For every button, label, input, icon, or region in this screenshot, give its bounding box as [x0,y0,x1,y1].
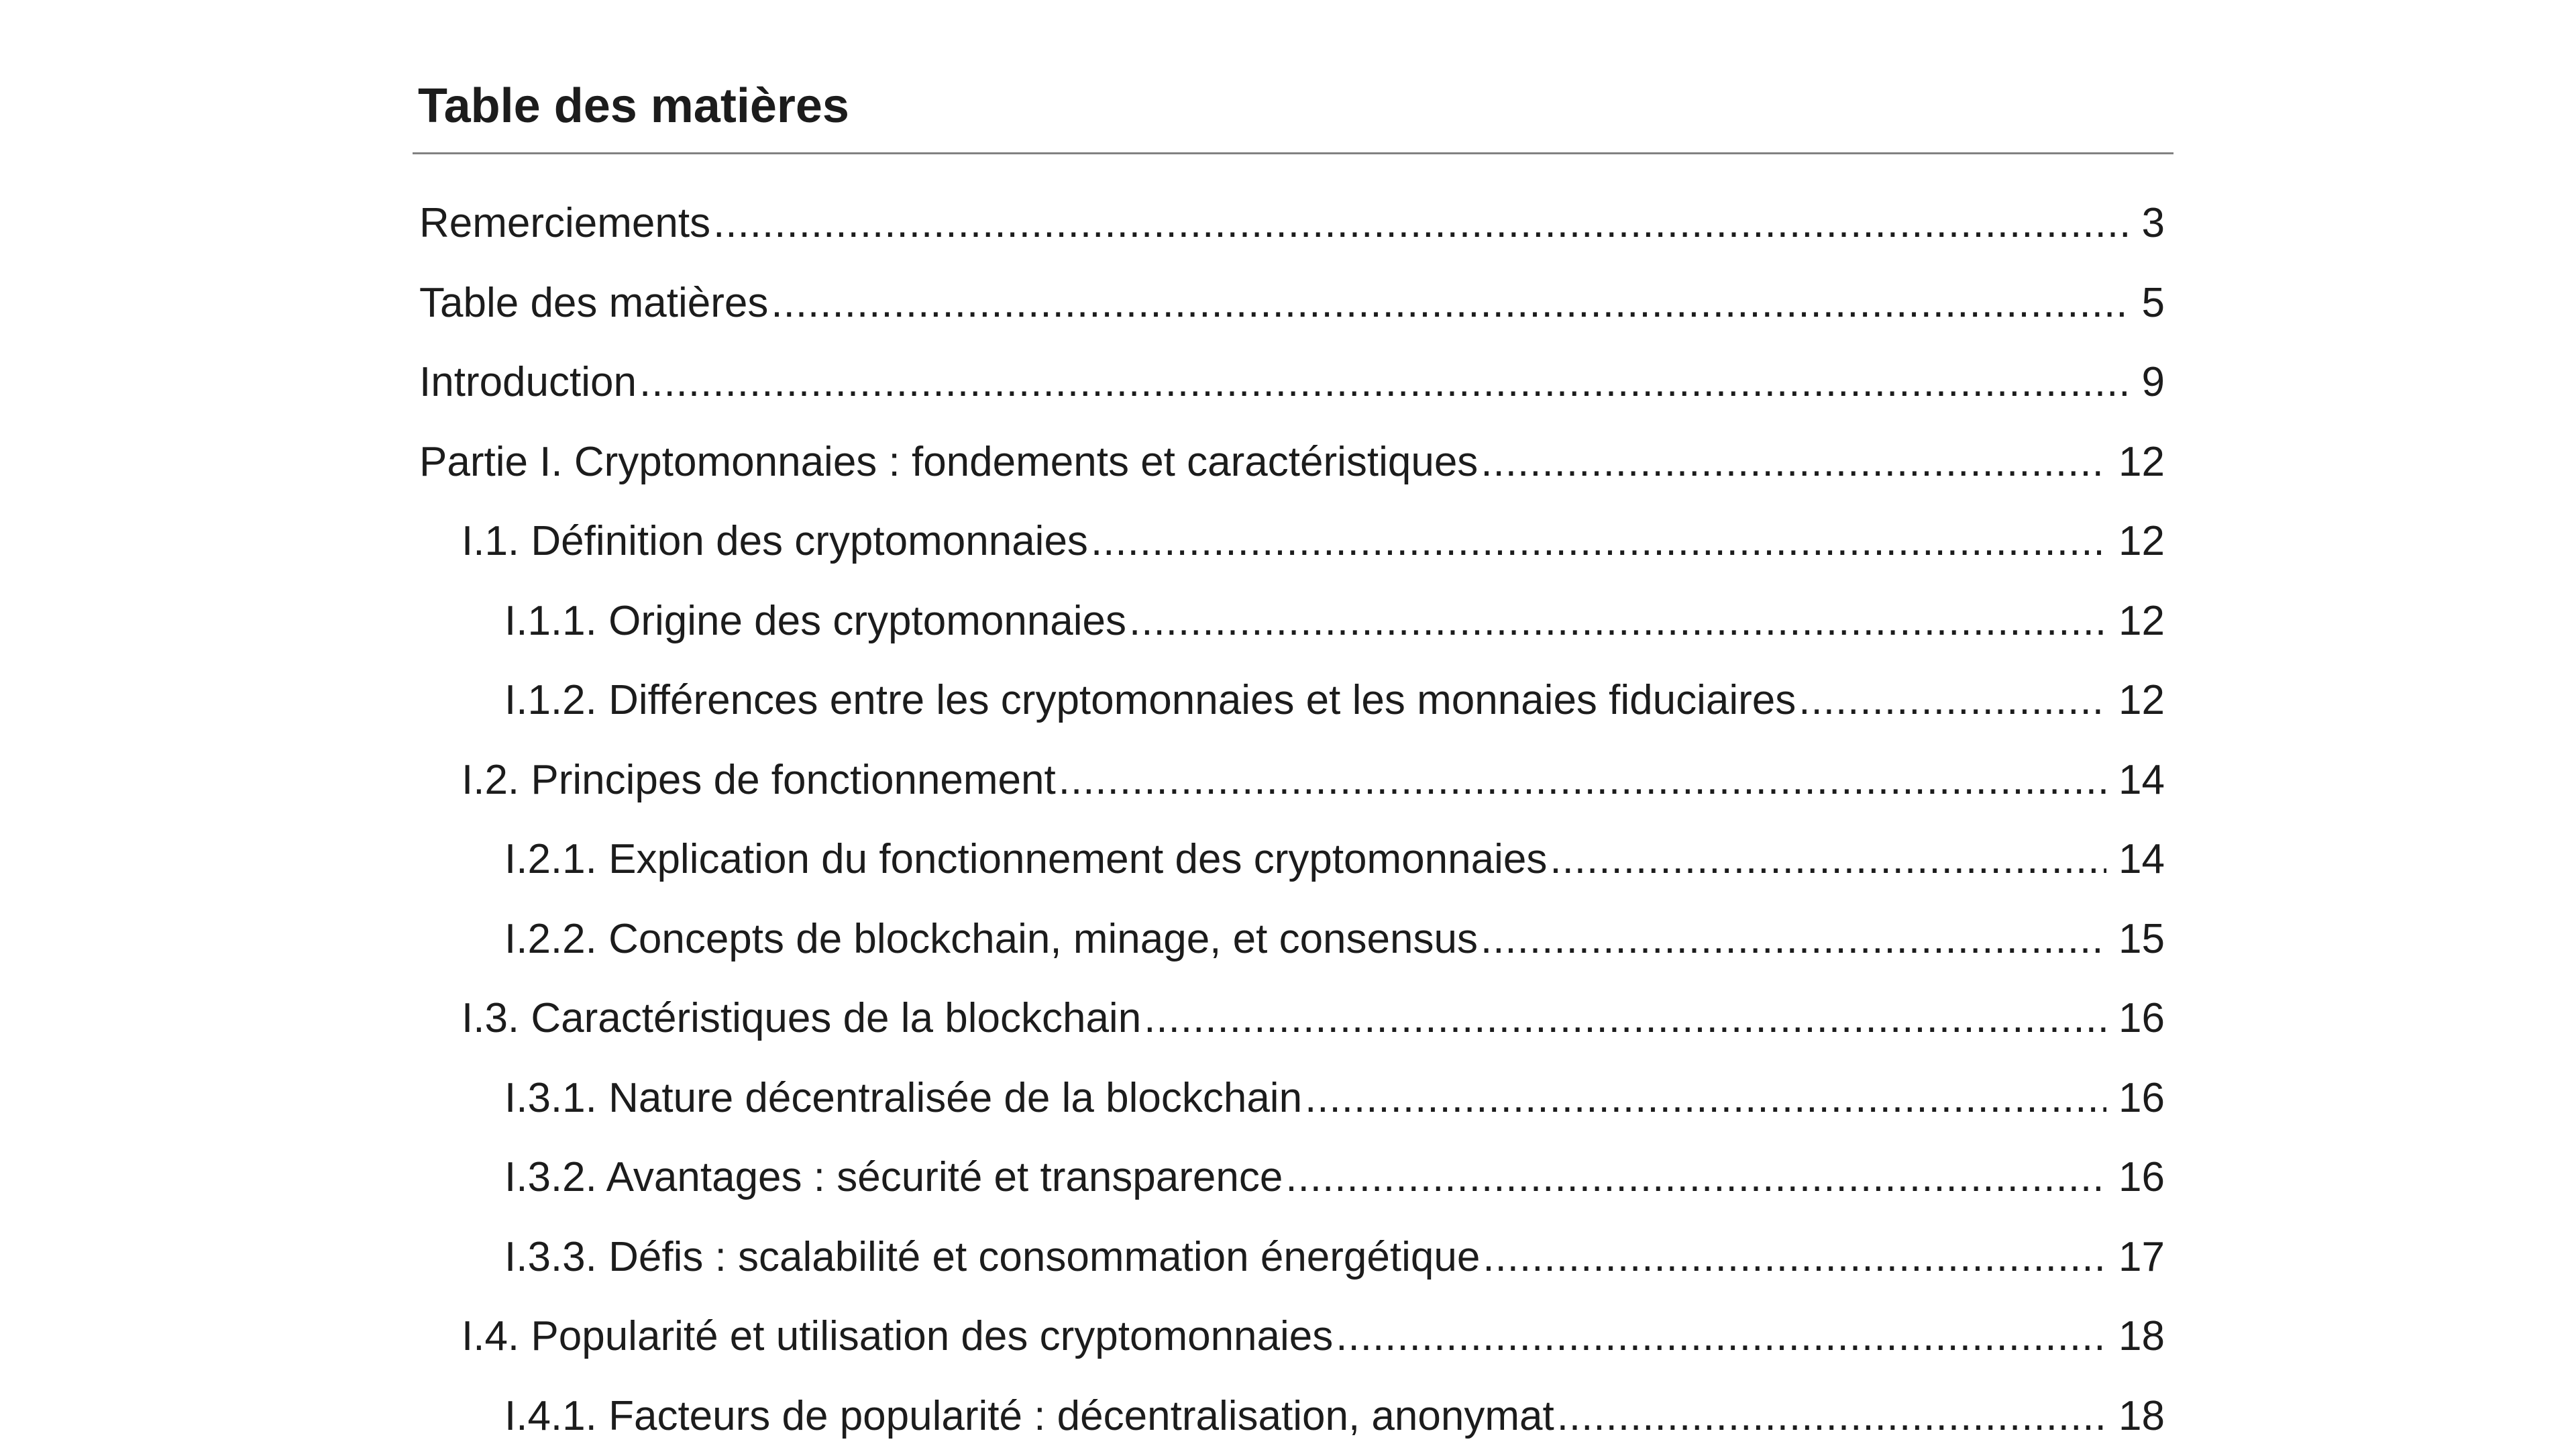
toc-page-number: 16 [2106,979,2174,1059]
toc-entry[interactable] [413,1138,2174,1218]
toc-leader-dots [1302,1059,2106,1139]
toc-page-number: 18 [2106,1377,2174,1456]
toc-leader-dots [1478,900,2106,980]
toc-page-number: 12 [2106,423,2174,503]
toc-entry[interactable] [413,1218,2174,1298]
toc-page-number: 3 [2130,184,2174,264]
toc-entry-label: I.3.2. Avantages : sécurité et transparence [504,1138,1283,1218]
toc-entry-label: I.1.1. Origine des cryptomonnaies [504,582,1126,662]
toc-entry-label: Remerciements [419,184,710,264]
toc-leader-dots [1126,582,2106,662]
toc-entry-label: I.2.1. Explication du fonctionnement des cryptomonnaies [504,820,1547,900]
toc-leader-dots [710,184,2129,264]
toc-page-number: 14 [2106,820,2174,900]
toc-entry-label: I.3.3. Défis : scalabilité et consommation énergétique [504,1218,1480,1298]
toc-entry-label: I.1. Définition des cryptomonnaies [462,502,1088,582]
toc-leader-dots [1333,1297,2106,1377]
toc-entry-label: I.1.2. Différences entre les cryptomonnaies et les monnaies fiduciaires [504,661,1796,741]
toc-page-number: 5 [2130,264,2174,344]
toc-leader-dots [1088,502,2106,582]
toc-leader-dots [1056,741,2106,821]
toc-page-number: 14 [2106,741,2174,821]
toc-entry[interactable] [413,1377,2174,1456]
toc-entry[interactable] [413,900,2174,980]
toc-entry[interactable] [413,741,2174,821]
toc-entry-label: I.4. Popularité et utilisation des cryptomonnaies [462,1297,1333,1377]
toc-leader-dots [1141,979,2106,1059]
toc-entry[interactable] [413,423,2174,503]
toc-entry[interactable] [413,1297,2174,1377]
toc-entry-label: I.2. Principes de fonctionnement [462,741,1056,821]
toc-page-number: 17 [2106,1218,2174,1298]
toc-page-number: 12 [2106,661,2174,741]
toc-leader-dots [1796,661,2106,741]
toc-entry-label: Introduction [419,343,637,423]
toc-entry-label: I.2.2. Concepts de blockchain, minage, et consensus [504,900,1478,980]
toc-entry[interactable] [413,184,2174,264]
toc-leader-dots [637,343,2130,423]
toc-entry[interactable] [413,1059,2174,1139]
toc-header [413,82,2174,154]
toc-entry[interactable] [413,264,2174,344]
toc-entry[interactable] [413,343,2174,423]
toc-title: Table des matières [418,82,2174,130]
toc-list [413,184,2174,1456]
toc-entry-label: I.4.1. Facteurs de popularité : décentralisation, anonymat [504,1377,1554,1456]
toc-leader-dots [1480,1218,2106,1298]
toc-entry[interactable] [413,820,2174,900]
document-page [413,0,2174,1456]
toc-entry[interactable] [413,502,2174,582]
toc-leader-dots [1283,1138,2106,1218]
toc-page-number: 18 [2106,1297,2174,1377]
toc-entry-label: I.3. Caractéristiques de la blockchain [462,979,1141,1059]
toc-leader-dots [768,264,2129,344]
toc-page-number: 16 [2106,1059,2174,1139]
toc-leader-dots [1478,423,2106,503]
toc-entry[interactable] [413,582,2174,662]
toc-page-number: 12 [2106,502,2174,582]
toc-leader-dots [1554,1377,2106,1456]
toc-page-number: 9 [2130,343,2174,423]
toc-page-number: 15 [2106,900,2174,980]
toc-leader-dots [1547,820,2106,900]
toc-entry[interactable] [413,661,2174,741]
toc-entry-label: Table des matières [419,264,768,344]
toc-entry[interactable] [413,979,2174,1059]
toc-page-number: 16 [2106,1138,2174,1218]
toc-entry-label: I.3.1. Nature décentralisée de la blockchain [504,1059,1302,1139]
toc-entry-label: Partie I. Cryptomonnaies : fondements et caractéristiques [419,423,1478,503]
toc-page-number: 12 [2106,582,2174,662]
